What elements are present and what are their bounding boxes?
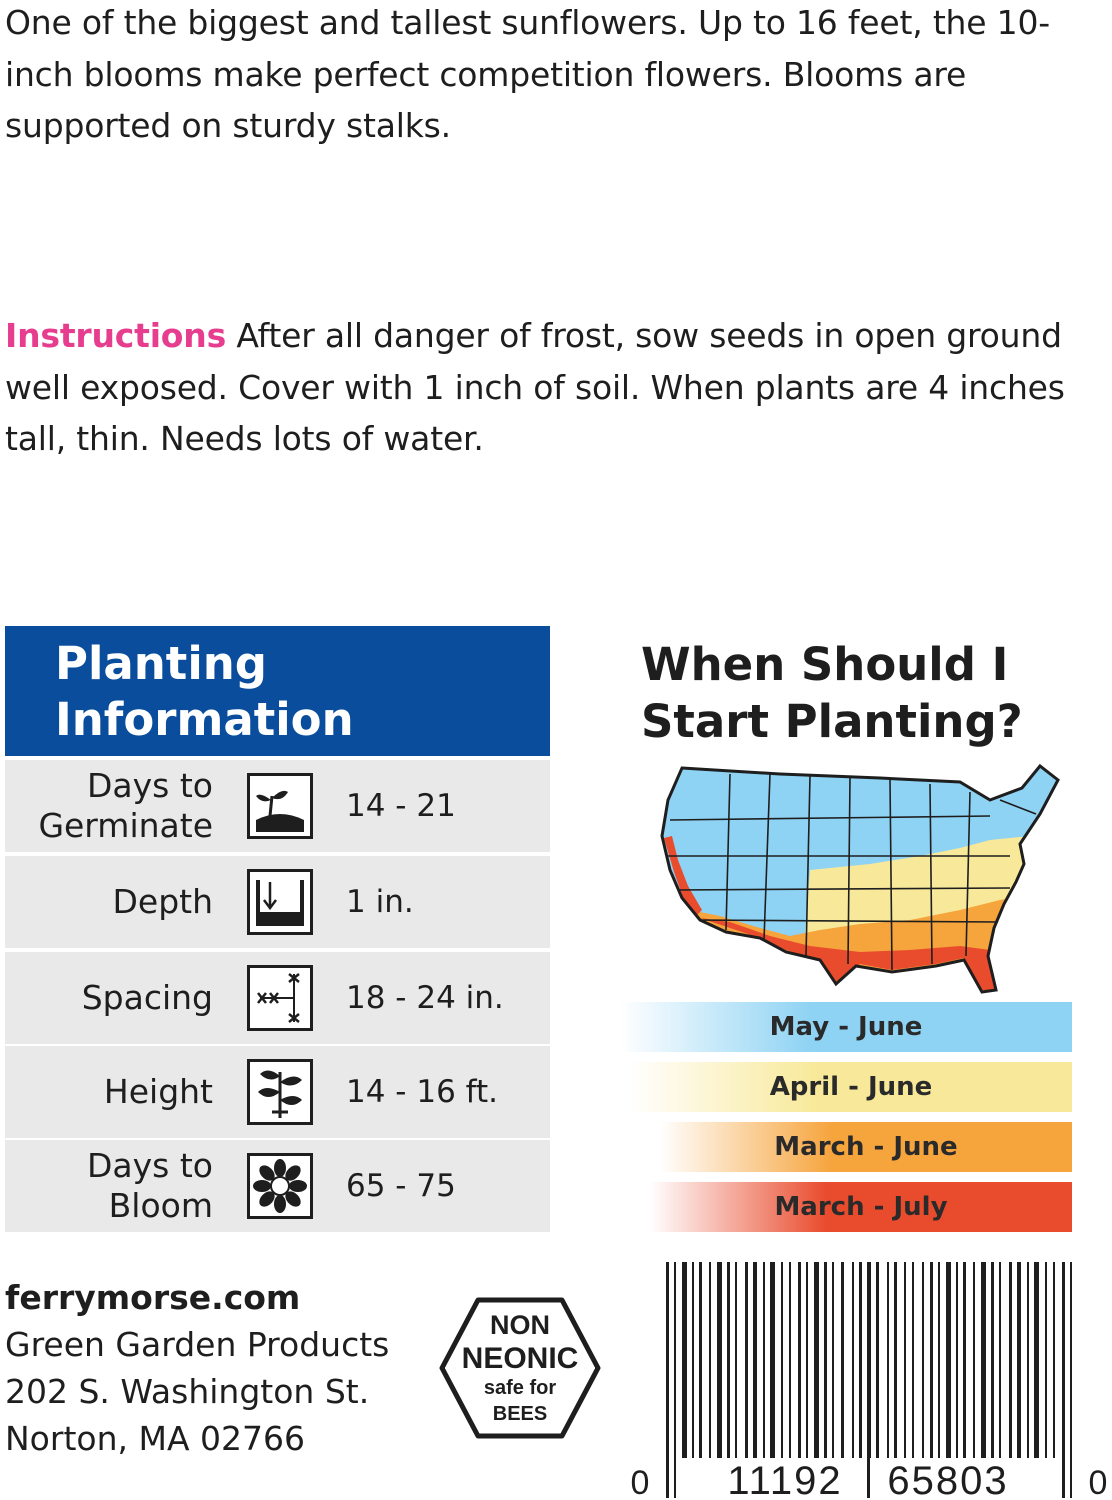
band-label: March - July: [774, 1192, 948, 1222]
info-row-value: 65 - 75: [346, 1168, 456, 1204]
product-description: One of the biggest and tallest sunflowers. Up to 16 feet, the 10-inch blooms make perfect competition flowers. Blooms are supported on sturdy stalks.: [5, 3, 1050, 145]
barcode-bar: [824, 1262, 827, 1458]
non-neonic-badge: [438, 1296, 602, 1440]
barcode-right-digit: 0: [1088, 1464, 1108, 1500]
info-row-value: 1 in.: [346, 884, 414, 920]
barcode-bar: [956, 1262, 958, 1458]
info-row-depth: [5, 856, 550, 948]
barcode-bar: [991, 1262, 994, 1458]
barcode-bar: [1017, 1262, 1021, 1458]
info-row-label: [13, 952, 213, 1044]
barcode-bar: [745, 1262, 748, 1458]
label-line1: Days to: [87, 1146, 213, 1185]
barcode-bar: [938, 1262, 940, 1458]
info-row-germinate: [5, 760, 550, 852]
info-row-value: 14 - 16 ft.: [346, 1074, 499, 1110]
barcode-bar: [770, 1262, 775, 1458]
barcode-bar: [692, 1262, 694, 1458]
badge-line1: NON: [490, 1310, 550, 1340]
company-name: Green Garden Products: [5, 1325, 390, 1364]
barcode-bar: [1009, 1262, 1012, 1458]
band-march-june: [660, 1122, 1072, 1172]
badge-line3: safe for: [483, 1377, 557, 1399]
barcode-bar: [682, 1262, 687, 1458]
barcode-bar: [709, 1262, 711, 1458]
barcode-bar: [973, 1262, 975, 1458]
barcode-bar: [887, 1262, 889, 1458]
band-label: April - June: [769, 1072, 933, 1102]
barcode-bar: [894, 1262, 897, 1458]
barcode-bar: [806, 1262, 808, 1458]
barcode-bar: [946, 1262, 951, 1458]
spacing-icon: [247, 965, 313, 1031]
label-line1: Days to: [87, 766, 213, 805]
barcode-bar: [904, 1262, 906, 1458]
barcode-bar: [1034, 1262, 1039, 1458]
barcode-bar: [912, 1262, 914, 1458]
info-row-value: 14 - 21: [346, 788, 456, 824]
barcode-bar: [814, 1262, 819, 1458]
band-may-june: [620, 1002, 1072, 1052]
badge-line2: NEONIC: [461, 1342, 579, 1375]
barcode-group2: 65803: [887, 1459, 1009, 1500]
barcode-bar: [1045, 1262, 1047, 1458]
city-address: Norton, MA 02766: [5, 1419, 305, 1458]
barcode-bar: [1062, 1262, 1065, 1498]
band-april-june: [630, 1062, 1072, 1112]
barcode-bar: [763, 1262, 765, 1458]
barcode-bar: [727, 1262, 730, 1458]
label-line2: Spacing: [81, 978, 213, 1017]
barcode-bar: [922, 1262, 924, 1458]
barcode-bar: [1070, 1262, 1072, 1498]
barcode-bar: [699, 1262, 702, 1458]
barcode-bar: [1027, 1262, 1029, 1458]
barcode-bar: [859, 1262, 862, 1458]
street-address: 202 S. Washington St.: [5, 1372, 370, 1411]
barcode: [630, 1262, 1110, 1500]
barcode-bar: [841, 1262, 844, 1458]
seedling-icon: [247, 773, 313, 839]
barcode-bar: [789, 1262, 791, 1458]
us-planting-zone-map: [660, 760, 1060, 996]
barcode-bar: [753, 1262, 757, 1458]
barcode-bar: [735, 1262, 737, 1458]
label-line2: Depth: [112, 882, 213, 921]
instructions-label: Instructions: [5, 316, 227, 355]
planting-info-header: [5, 626, 550, 756]
label-line2: Height: [103, 1072, 213, 1111]
barcode-left-digit: 0: [630, 1464, 650, 1500]
badge-line4: BEES: [492, 1403, 548, 1425]
calendar-title-line1: When Should I: [641, 638, 1009, 691]
info-row-spacing: [5, 952, 550, 1044]
barcode-bar: [981, 1262, 986, 1458]
plant-height-icon: [247, 1059, 313, 1125]
planting-info-title-line1: Planting: [55, 637, 267, 690]
website: ferrymorse.com: [5, 1278, 301, 1317]
barcode-bar: [930, 1262, 933, 1458]
label-line2: Germinate: [38, 806, 213, 845]
barcode-bar: [876, 1262, 879, 1458]
depth-icon: [247, 869, 313, 935]
calendar-title: [641, 636, 1061, 750]
info-row-label: [13, 760, 213, 852]
info-row-label: [13, 1046, 213, 1138]
barcode-group1: 11192: [727, 1459, 843, 1500]
instructions-text: After all danger of frost, sow seeds in open ground well exposed. Cover with 1 inch of soil. When plants are 4 inches tall, thin. Needs lots of water.: [5, 316, 1065, 458]
info-row-height: [5, 1046, 550, 1138]
barcode-bar: [798, 1262, 801, 1458]
barcode-bar: [852, 1262, 854, 1458]
barcode-bar: [1053, 1262, 1055, 1458]
barcode-bar: [963, 1262, 966, 1458]
info-row-label: [13, 856, 213, 948]
band-march-july: [650, 1182, 1072, 1232]
flower-icon: [247, 1153, 313, 1219]
info-row-label: [13, 1140, 213, 1232]
band-label: March - June: [774, 1132, 958, 1162]
barcode-bar: [832, 1262, 834, 1458]
barcode-bar: [781, 1262, 783, 1458]
planting-info-title-line2: Information: [55, 693, 354, 746]
barcode-bar: [717, 1262, 722, 1458]
band-label: May - June: [769, 1012, 923, 1042]
barcode-bar: [666, 1262, 669, 1498]
barcode-bar: [999, 1262, 1001, 1458]
calendar-title-line2: Start Planting?: [641, 695, 1023, 748]
label-line2: Bloom: [108, 1186, 213, 1225]
instructions-paragraph: [5, 310, 1105, 465]
info-row-bloom: [5, 1140, 550, 1232]
info-row-value: 18 - 24 in.: [346, 980, 504, 1016]
barcode-bar: [674, 1262, 676, 1498]
